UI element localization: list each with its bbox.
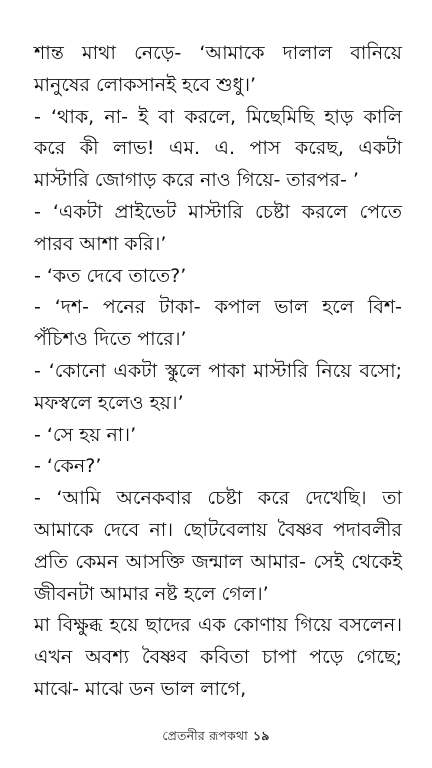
page-footer (0, 728, 432, 748)
paragraph: - ‘কত দেবে তাতে?’ (34, 264, 187, 287)
paragraph: - ‘একটা প্রাইভেট মাস্টারি চেষ্টা করলে পেতে পারব আশা করি।’ (34, 200, 402, 255)
paragraph: - ‘থাক, না- ই বা করলে, মিছেমিছি হাড় কালি করে কী লাভ! এম. এ. পাস করেছ, একটা মাস্টারি জোগাড় করে নাও গিয়ে- তারপর- ’ (34, 105, 402, 192)
paragraph: - ‘সে হয় না।’ (34, 423, 137, 446)
paragraph: - ‘কোনো একটা স্কুলে পাকা মাস্টারি নিয়ে বসো; মফস্বলে হলেও হয়।’ (34, 359, 402, 414)
paragraph: - ‘দশ- পনের টাকা- কপাল ভাল হলে বিশ- পঁচিশও দিতে পারে।’ (34, 296, 402, 351)
paragraph: শান্ত মাথা নেড়ে- ‘আমাকে দালাল বানিয়ে মানুষের লোকসানই হবে শুধু।’ (34, 42, 402, 96)
paragraph: মা বিক্ষুব্ধ হয়ে ছাদের এক কোণায় গিয়ে বসলেন। এখন অবশ্য বৈষ্ণব কবিতা চাপা পড়ে গেছে; মাঝে- মাঝে ডন ভাল লাগে, (34, 614, 402, 700)
footer-book-title: প্রেতনীর রূপকথা (162, 728, 248, 743)
page-number: ১৯ (252, 728, 270, 743)
body-text (34, 38, 402, 706)
paragraph: - ‘আমি অনেকবার চেষ্টা করে দেখেছি। তা আমাকে দেবে না। ছোটবেলায় বৈষ্ণব পদাবলীর প্রতি কেমন আসক্তি জন্মাল আমার- সেই থেকেই জীবনটা আমার নষ্ট হলে গেল।’ (34, 487, 402, 605)
paragraph: - ‘কেন?’ (34, 455, 102, 478)
